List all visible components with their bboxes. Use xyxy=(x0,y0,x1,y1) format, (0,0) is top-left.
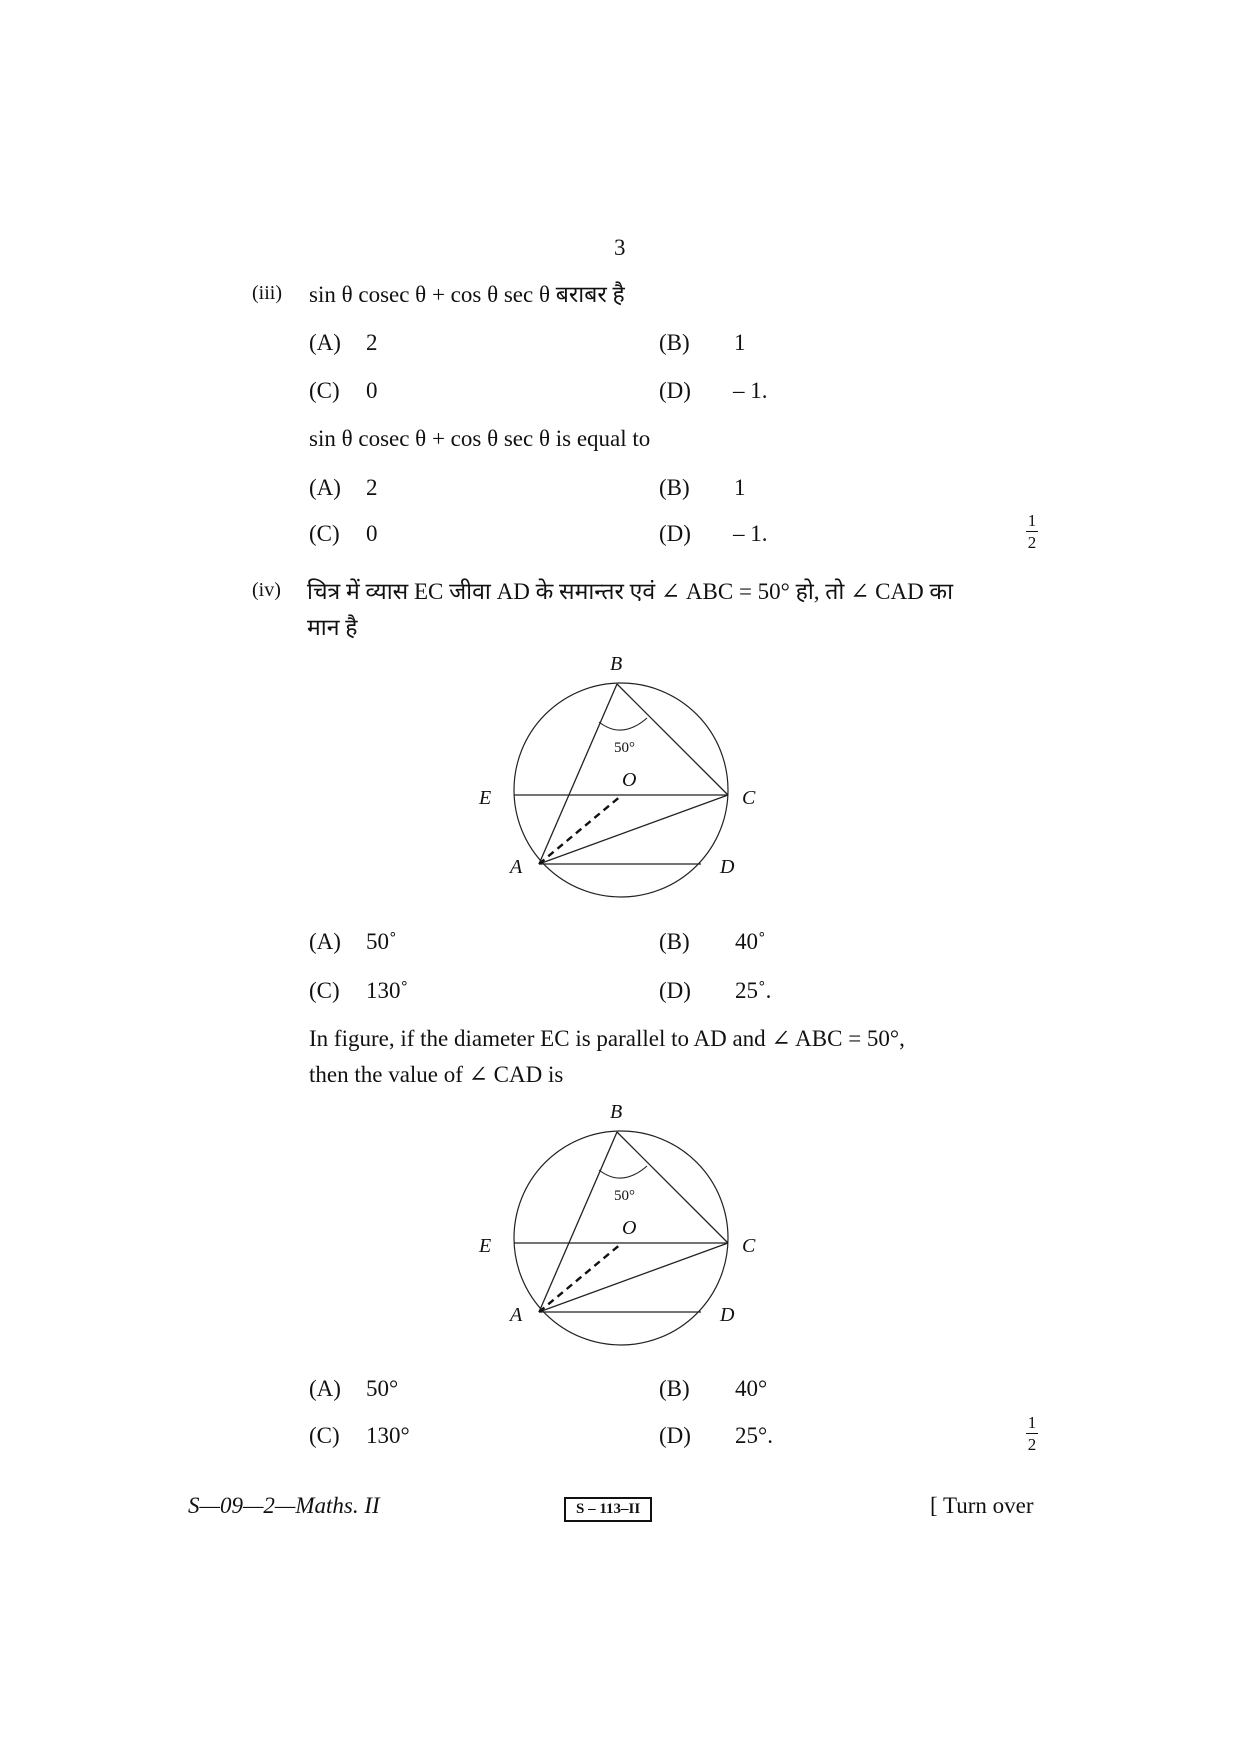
label-a: A xyxy=(510,1304,523,1326)
angle-arc xyxy=(599,718,647,730)
chord-ac xyxy=(539,1243,728,1312)
label-o: O xyxy=(622,1217,637,1239)
marks-denominator: 2 xyxy=(1027,1435,1037,1454)
q4-hi-option-c-value: 130˚ xyxy=(366,978,409,1003)
q3-en-option-d-value: – 1. xyxy=(733,521,768,546)
q4-en-option-a-label: (A) xyxy=(309,1376,341,1401)
q3-option-b-label: (B) xyxy=(659,330,690,355)
q3-en-option-d-label: (D) xyxy=(659,521,691,546)
q3-option-c-value: 0 xyxy=(366,378,378,403)
fraction-bar xyxy=(1026,1433,1038,1434)
q4-english-question-line2: then the value of ∠ CAD is xyxy=(309,1062,564,1087)
label-d: D xyxy=(720,856,735,878)
q3-option-b-value: 1 xyxy=(734,330,746,355)
q4-en-option-b-label: (B) xyxy=(659,1376,690,1401)
q3-marks xyxy=(1026,512,1038,551)
marks-numerator: 1 xyxy=(1027,511,1037,530)
q3-option-a-value: 2 xyxy=(366,330,378,355)
label-angle: 50° xyxy=(614,740,635,756)
fraction-bar xyxy=(1026,531,1038,532)
q4-marks xyxy=(1026,1414,1038,1453)
chord-ab xyxy=(539,684,617,864)
radius-oa-dashed xyxy=(539,1243,622,1312)
marks-numerator: 1 xyxy=(1027,1413,1037,1432)
q4-en-option-a-value: 50° xyxy=(366,1376,399,1401)
q3-option-a-label: (A) xyxy=(309,330,341,355)
q4-hi-option-d-label: (D) xyxy=(659,978,691,1003)
circle xyxy=(514,1131,728,1345)
q4-hi-option-b-value: 40˚ xyxy=(735,929,766,954)
label-a: A xyxy=(510,856,523,878)
q3-en-option-a-value: 2 xyxy=(366,475,378,500)
label-b: B xyxy=(610,653,623,675)
q4-en-option-d-label: (D) xyxy=(659,1423,691,1448)
marks-denominator: 2 xyxy=(1027,533,1037,552)
label-c: C xyxy=(742,787,756,809)
label-d: D xyxy=(720,1304,735,1326)
label-c: C xyxy=(742,1235,756,1257)
chord-ab xyxy=(539,1132,617,1312)
q4-english-question-line1: In figure, if the diameter EC is parallel to AD and ∠ ABC = 50°, xyxy=(309,1026,905,1051)
q4-hi-option-c-label: (C) xyxy=(309,978,340,1003)
q4-hindi-question-line2: मान है xyxy=(307,615,358,640)
q4-hindi-question-line1: चित्र में व्यास EC जीवा AD के समान्तर एवं ∠ ABC = 50° हो, तो ∠ CAD का xyxy=(307,579,954,604)
label-angle: 50° xyxy=(614,1188,635,1204)
q3-en-option-b-value: 1 xyxy=(734,475,746,500)
radius-oa-dashed xyxy=(539,795,622,864)
angle-arc xyxy=(599,1166,647,1178)
page-number: 3 xyxy=(614,235,626,260)
question-number-iii: (iii) xyxy=(252,282,282,304)
label-o: O xyxy=(622,769,637,791)
label-e: E xyxy=(479,787,492,809)
q4-hi-option-a-label: (A) xyxy=(309,929,341,954)
q4-en-option-c-value: 130° xyxy=(366,1423,410,1448)
circle-figure-hindi xyxy=(470,650,770,910)
circle xyxy=(514,683,728,897)
footer-code-box: S – 113–II xyxy=(564,1497,652,1522)
label-e: E xyxy=(479,1235,492,1257)
q4-en-option-b-value: 40° xyxy=(735,1376,768,1401)
q3-option-d-label: (D) xyxy=(659,378,691,403)
question-number-iv: (iv) xyxy=(252,579,281,601)
footer-paper-code: S—09—2—Maths. II xyxy=(188,1493,380,1518)
q4-en-option-c-label: (C) xyxy=(309,1423,340,1448)
q4-hi-option-d-value: 25˚. xyxy=(735,978,772,1003)
q3-en-option-b-label: (B) xyxy=(659,475,690,500)
q3-option-d-value: – 1. xyxy=(733,378,768,403)
q3-english-question: sin θ cosec θ + cos θ sec θ is equal to xyxy=(309,426,651,451)
circle-figure-english xyxy=(470,1098,770,1358)
q3-en-option-a-label: (A) xyxy=(309,475,341,500)
q4-hi-option-b-label: (B) xyxy=(659,929,690,954)
q4-hi-option-a-value: 50˚ xyxy=(366,929,397,954)
q3-en-option-c-label: (C) xyxy=(309,521,340,546)
chord-ac xyxy=(539,795,728,864)
q3-hindi-question: sin θ cosec θ + cos θ sec θ बराबर है xyxy=(309,282,625,307)
q3-en-option-c-value: 0 xyxy=(366,521,378,546)
q3-option-c-label: (C) xyxy=(309,378,340,403)
label-b: B xyxy=(610,1101,623,1123)
q4-en-option-d-value: 25°. xyxy=(735,1423,773,1448)
footer-turn-over: [ Turn over xyxy=(930,1493,1034,1518)
